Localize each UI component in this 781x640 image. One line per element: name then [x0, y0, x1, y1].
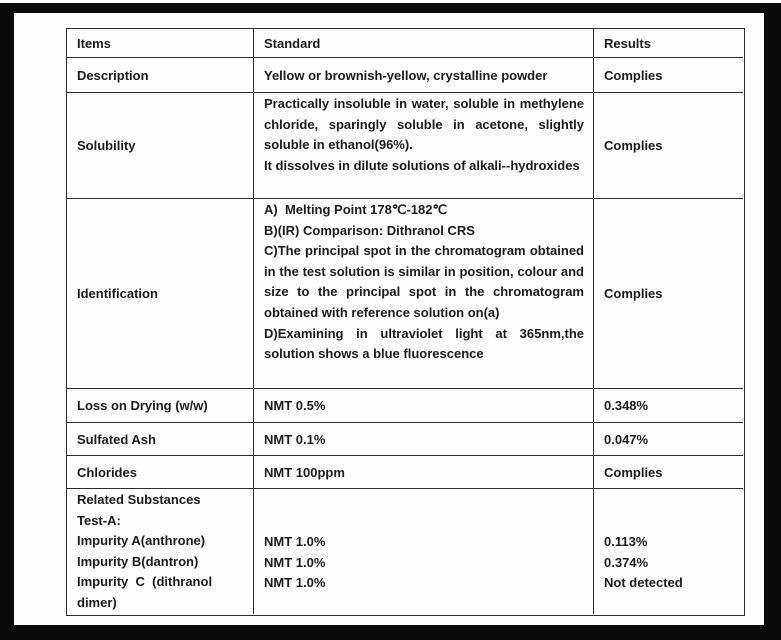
header-results: Results — [594, 29, 743, 58]
impurity-b-label: Impurity B(dantron) — [77, 553, 199, 569]
identification-test-b: B)(IR) Comparison: Dithranol CRS — [264, 222, 475, 238]
header-standard: Standard — [254, 29, 594, 58]
row-loss-on-drying-standard: NMT 0.5% — [254, 389, 594, 423]
impurity-c-result: Not detected — [604, 575, 683, 591]
impurity-b-result: 0.374% — [604, 554, 649, 570]
row-related-substances-item — [67, 489, 254, 614]
solubility-paragraph: It dissolves in dilute solutions of alkali--hydroxides — [264, 157, 580, 173]
document-page — [14, 13, 764, 625]
row-sulfated-ash-item: Sulfated Ash — [67, 423, 254, 456]
identification-test-a: A) Melting Point 178℃-182℃ — [264, 202, 448, 217]
impurity-a-label: Impurity A(anthrone) — [77, 533, 206, 549]
impurity-b-standard: NMT 1.0% — [264, 554, 326, 570]
row-description-result: Complies — [594, 58, 743, 93]
row-loss-on-drying-item: Loss on Drying (w/w) — [67, 389, 254, 423]
impurity-c-standard: NMT 1.0% — [264, 575, 326, 591]
header-items: Items — [67, 29, 254, 58]
identification-test-c: C)The principal spot in the chromatogram obtained in the test solution is similar in position, colour and size to the principal spot in the chromatogram obtained with reference solution on(a) — [264, 243, 584, 320]
row-sulfated-ash-standard: NMT 0.1% — [254, 423, 594, 456]
impurity-c-label: Impurity C (dithranol dimer) — [77, 574, 213, 610]
impurity-a-result: 0.113% — [604, 534, 648, 549]
impurity-a-standard: NMT 1.0% — [264, 534, 326, 549]
row-chlorides-item: Chlorides — [67, 456, 254, 489]
related-test-a-label: Test-A: — [77, 512, 121, 528]
solubility-paragraph: Practically insoluble in water, soluble in methylene chloride, sparingly soluble in acetone, slightly soluble in ethanol(96%). — [264, 96, 584, 153]
spec-table — [66, 28, 745, 616]
row-description-item: Description — [67, 58, 254, 93]
related-substances-label: Related Substances — [77, 492, 201, 507]
row-identification-standard — [254, 199, 594, 389]
row-solubility-standard — [254, 93, 594, 199]
row-solubility-result: Complies — [594, 93, 743, 199]
row-chlorides-standard: NMT 100ppm — [254, 456, 594, 489]
row-description-standard: Yellow or brownish-yellow, crystalline powder — [254, 58, 594, 93]
row-identification-item: Identification — [67, 199, 254, 389]
row-solubility-item: Solubility — [67, 93, 254, 199]
row-identification-result: Complies — [594, 199, 743, 389]
row-chlorides-result: Complies — [594, 456, 743, 489]
row-related-substances-result — [594, 489, 743, 614]
row-related-substances-standard — [254, 489, 594, 614]
row-sulfated-ash-result: 0.047% — [594, 423, 743, 456]
row-loss-on-drying-result: 0.348% — [594, 389, 743, 423]
identification-test-d: D)Examining in ultraviolet light at 365nm,the solution shows a blue fluorescence — [264, 325, 584, 362]
